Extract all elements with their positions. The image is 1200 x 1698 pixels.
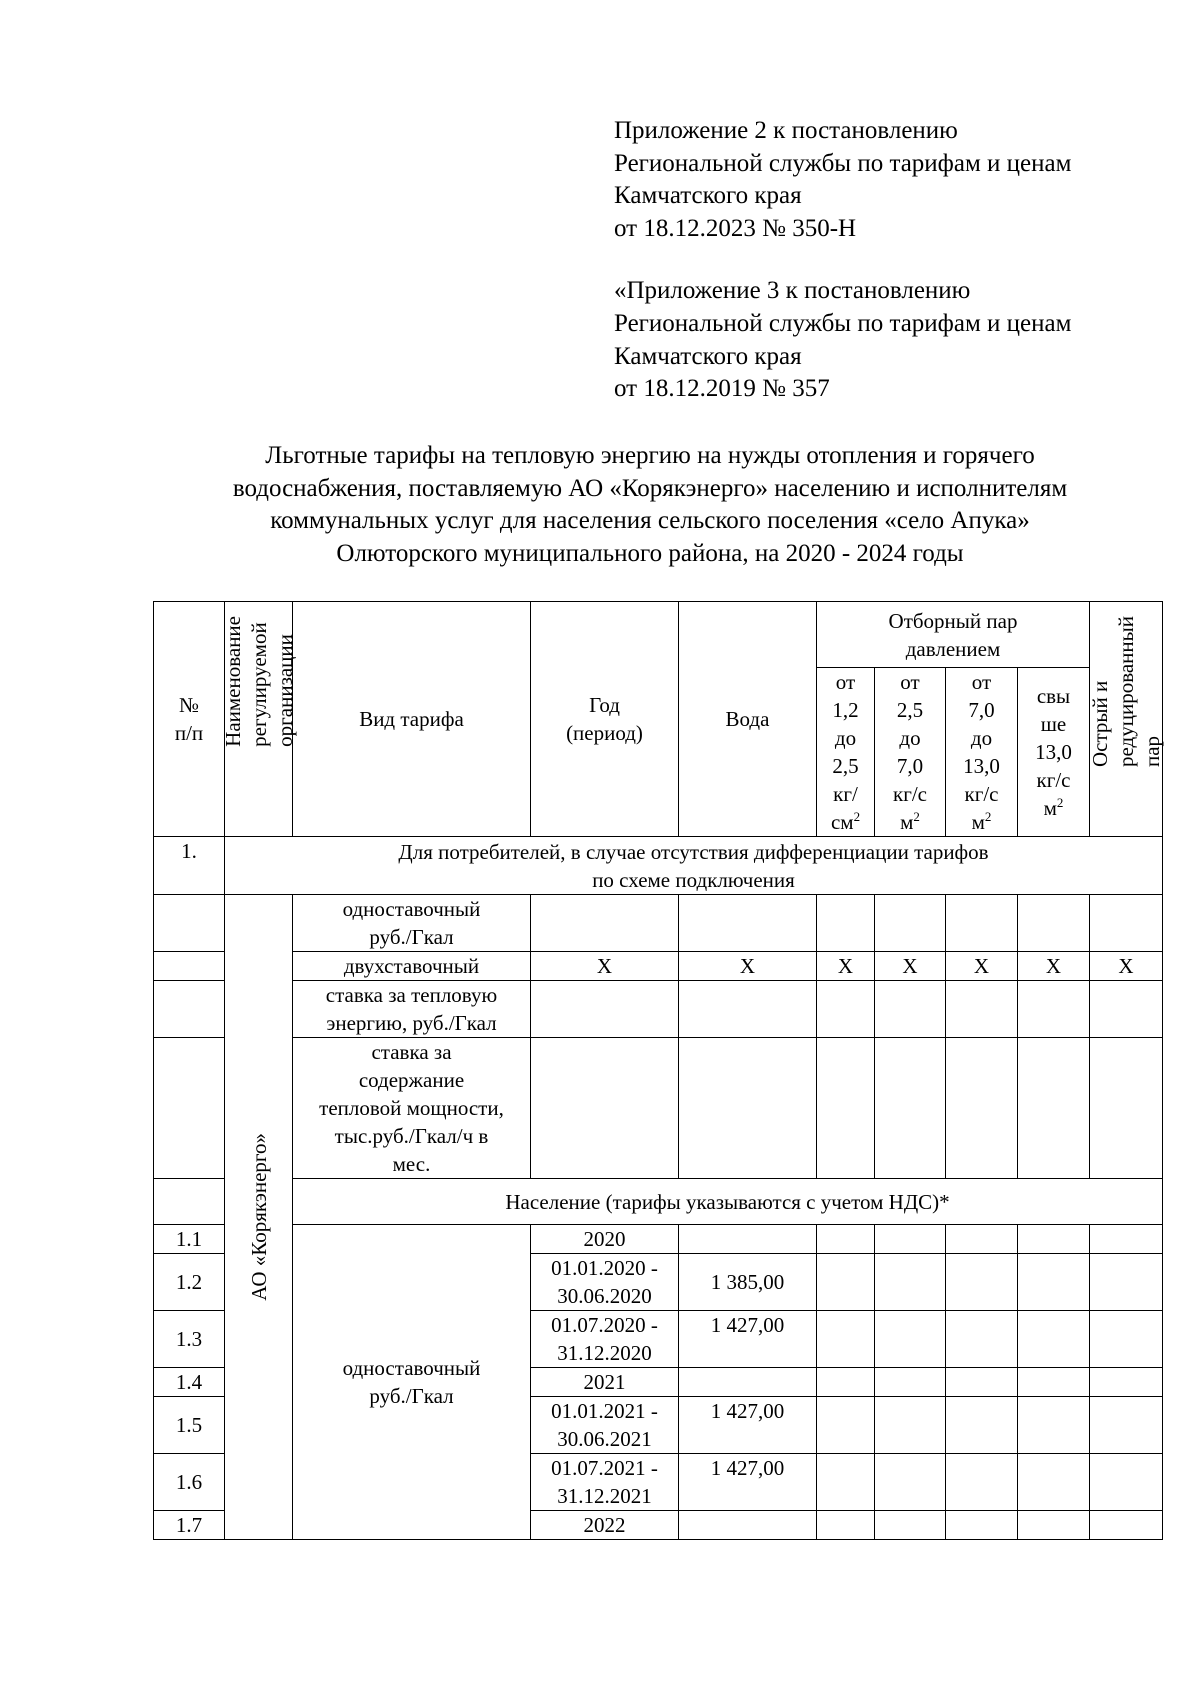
water-value: 1 427,00	[679, 1397, 817, 1454]
row-num: 1.2	[154, 1254, 225, 1311]
header-steam-group: Отборный пар давлением	[817, 602, 1090, 668]
header-tariff-type: Вид тарифа	[293, 602, 531, 837]
row-num-cell	[154, 952, 225, 981]
row-num-cell	[154, 981, 225, 1038]
value-cell	[875, 981, 946, 1038]
header-pressure-2	[875, 668, 946, 837]
value-cell	[1090, 895, 1163, 952]
value-cell	[679, 895, 817, 952]
x-mark: Х	[531, 952, 679, 981]
header-year: Год (период)	[531, 602, 679, 837]
header-org	[220, 602, 297, 837]
value-cell	[817, 981, 875, 1038]
value-cell	[875, 1454, 946, 1511]
water-value	[679, 1511, 817, 1540]
period-cell: 2021	[531, 1368, 679, 1397]
superscript: 2	[853, 809, 861, 824]
value-cell	[946, 1511, 1018, 1540]
header-pressure-2-text: от 2,5 до 7,0 кг/с м	[893, 670, 927, 834]
value-cell	[946, 1397, 1018, 1454]
value-cell	[946, 981, 1018, 1038]
water-value: 1 427,00	[679, 1311, 817, 1368]
row-num: 1.3	[154, 1311, 225, 1368]
appendix-line: от 18.12.2019 № 357	[614, 375, 830, 403]
value-cell	[1018, 1454, 1090, 1511]
value-cell	[679, 1038, 817, 1179]
row-num: 1.5	[154, 1397, 225, 1454]
value-cell	[946, 1038, 1018, 1179]
document-title	[160, 440, 1140, 570]
value-cell	[817, 1454, 875, 1511]
value-cell	[817, 1311, 875, 1368]
tariff-table	[153, 601, 1163, 1540]
appendix-line: Камчатского края	[614, 342, 802, 370]
value-cell	[1018, 1254, 1090, 1311]
value-cell	[1018, 1225, 1090, 1254]
row-num: 1.4	[154, 1368, 225, 1397]
tariff-type-cell: двухставочный	[293, 952, 531, 981]
row-num-cell	[154, 1038, 225, 1179]
value-cell	[946, 1225, 1018, 1254]
value-cell	[875, 895, 946, 952]
period-cell: 2022	[531, 1511, 679, 1540]
period-cell: 01.07.2021 - 31.12.2021	[531, 1454, 679, 1511]
value-cell	[817, 1511, 875, 1540]
row-num-cell	[154, 895, 225, 952]
value-cell	[1090, 1038, 1163, 1179]
value-cell	[1018, 895, 1090, 952]
value-cell	[946, 1454, 1018, 1511]
water-value: 1 427,00	[679, 1454, 817, 1511]
header-pressure-1	[817, 668, 875, 837]
value-cell	[1018, 1397, 1090, 1454]
x-mark: Х	[679, 952, 817, 981]
title-line: Льготные тарифы на тепловую энергию на нужды отопления и горячего	[265, 442, 1035, 469]
x-mark: Х	[875, 952, 946, 981]
title-line: водоснабжения, поставляемую АО «Корякэнерго» населению и исполнителям	[232, 474, 1068, 502]
x-mark: Х	[817, 952, 875, 981]
value-cell	[1090, 1311, 1163, 1368]
value-cell	[817, 1225, 875, 1254]
value-cell	[531, 981, 679, 1038]
header-sharp-text: Острый и редуцированный пар	[1088, 616, 1164, 767]
value-cell	[875, 1311, 946, 1368]
value-cell	[946, 1311, 1018, 1368]
header-sharp-steam	[1090, 602, 1163, 837]
value-cell	[1090, 1397, 1163, 1454]
water-value	[679, 1368, 817, 1397]
header-pressure-4	[1018, 668, 1090, 837]
value-cell	[946, 1368, 1018, 1397]
appendix-line: Региональной службы по тарифам и ценам	[614, 149, 1072, 177]
value-cell	[679, 981, 817, 1038]
value-cell	[875, 1397, 946, 1454]
header-pressure-4-text: свы ше 13,0 кг/с м	[1035, 684, 1072, 820]
value-cell	[1018, 1368, 1090, 1397]
row-num: 1.6	[154, 1454, 225, 1511]
value-cell	[1090, 1368, 1163, 1397]
title-line: Олюторского муниципального района, на 2020 - 2024 годы	[336, 539, 964, 567]
section-title: Для потребителей, в случае отсутствия дифференциации тарифов по схеме подключения	[225, 837, 1163, 895]
value-cell	[1090, 1225, 1163, 1254]
value-cell	[817, 895, 875, 952]
water-value	[679, 1225, 817, 1254]
value-cell	[817, 1397, 875, 1454]
value-cell	[1090, 1454, 1163, 1511]
header-water: Вода	[679, 602, 817, 837]
value-cell	[817, 1254, 875, 1311]
superscript: 2	[913, 809, 920, 824]
tariff-type-cell: одноставочный руб./Гкал	[293, 895, 531, 952]
value-cell	[531, 895, 679, 952]
row-num: 1.7	[154, 1511, 225, 1540]
value-cell	[531, 1038, 679, 1179]
tariff-type-cell: ставка за содержание тепловой мощности, тыс.руб./Гкал/ч в мес.	[293, 1038, 531, 1179]
value-cell	[817, 1368, 875, 1397]
period-cell: 01.01.2021 - 30.06.2021	[531, 1397, 679, 1454]
value-cell	[1018, 1038, 1090, 1179]
population-header: Население (тарифы указываются с учетом НДС)*	[293, 1179, 1163, 1225]
x-mark: Х	[1090, 952, 1163, 981]
appendix-line: Региональной службы по тарифам и ценам	[614, 309, 1072, 337]
appendix-header	[614, 115, 1071, 406]
period-cell: 01.07.2020 - 31.12.2020	[531, 1311, 679, 1368]
population-tariff-type: одноставочный руб./Гкал	[293, 1225, 531, 1540]
period-cell: 2020	[531, 1225, 679, 1254]
value-cell	[1018, 1311, 1090, 1368]
value-cell	[817, 1038, 875, 1179]
row-num-cell	[154, 1179, 225, 1225]
value-cell	[875, 1368, 946, 1397]
header-pressure-3-text: от 7,0 до 13,0 кг/с м	[963, 670, 1000, 834]
header-pressure-1-text: от 1,2 до 2,5 кг/ см	[830, 670, 859, 834]
superscript: 2	[984, 809, 992, 824]
appendix-line: от 18.12.2023 № 350-Н	[614, 214, 857, 242]
value-cell	[1090, 1254, 1163, 1311]
org-name-cell	[225, 895, 293, 1540]
value-cell	[946, 895, 1018, 952]
value-cell	[1018, 981, 1090, 1038]
x-mark: Х	[946, 952, 1018, 981]
value-cell	[946, 1254, 1018, 1311]
row-num: 1.1	[154, 1225, 225, 1254]
tariff-type-cell: ставка за тепловую энергию, руб./Гкал	[293, 981, 531, 1038]
superscript: 2	[1056, 795, 1064, 810]
x-mark: Х	[1018, 952, 1090, 981]
header-pressure-3	[946, 668, 1018, 837]
title-line: коммунальных услуг для населения сельского поселения «село Апука»	[270, 507, 1030, 535]
value-cell	[875, 1038, 946, 1179]
water-value: 1 385,00	[679, 1254, 817, 1311]
value-cell	[1090, 1511, 1163, 1540]
header-org-text: Наименование регулируемой организации	[220, 616, 297, 747]
appendix-line: Приложение 2 к постановлению	[614, 117, 958, 144]
value-cell	[1090, 981, 1163, 1038]
value-cell	[875, 1511, 946, 1540]
value-cell	[875, 1254, 946, 1311]
org-name: АО «Корякэнерго»	[246, 1133, 271, 1301]
section-num: 1.	[154, 837, 225, 895]
appendix-line: Камчатского края	[614, 182, 802, 210]
value-cell	[1018, 1511, 1090, 1540]
header-num: № п/п	[154, 602, 225, 837]
value-cell	[875, 1225, 946, 1254]
appendix-line: «Приложение 3 к постановлению	[614, 277, 971, 305]
period-cell: 01.01.2020 - 30.06.2020	[531, 1254, 679, 1311]
